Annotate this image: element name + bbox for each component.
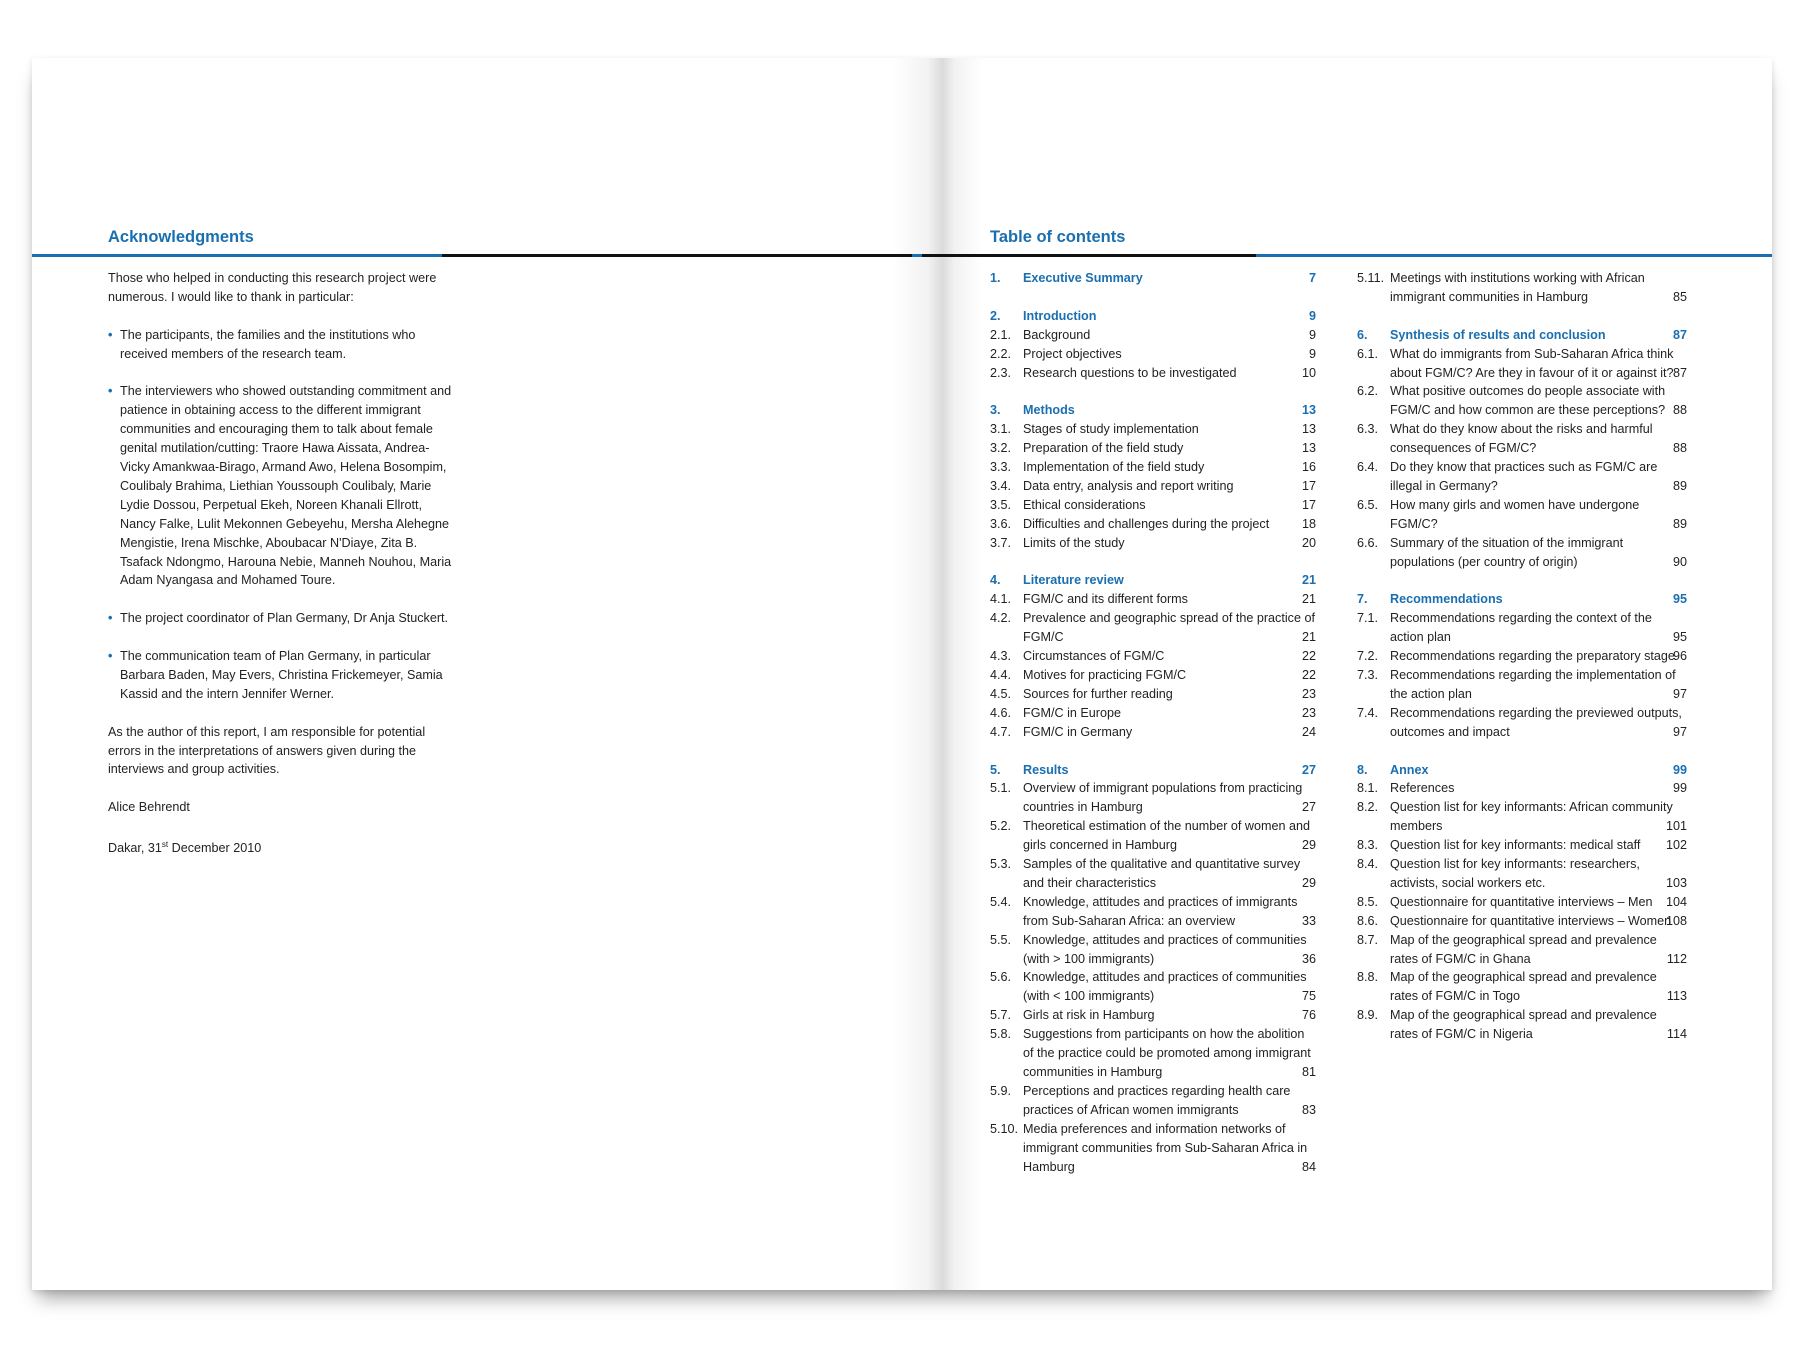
toc-entry-number: 5.2. — [990, 819, 1012, 834]
toc-entry-title: Question list for key informants: medical staff — [1390, 838, 1641, 853]
toc-entry[interactable] — [1357, 609, 1687, 647]
toc-entry[interactable] — [990, 1006, 1316, 1025]
toc-chapter-entry[interactable] — [990, 761, 1316, 780]
toc-entry-number: 6.3. — [1357, 422, 1379, 437]
toc-entry[interactable] — [990, 534, 1316, 553]
toc-entry-number: 2.2. — [990, 346, 1012, 361]
toc-gap — [1357, 742, 1687, 761]
toc-entry-page: 112 — [1666, 951, 1687, 966]
toc-entry[interactable] — [1357, 968, 1687, 1006]
date-prefix: Dakar, 31 — [108, 841, 162, 856]
toc-entry-title: Meetings with institutions working with African immigrant communities in Hamburg — [1390, 271, 1645, 304]
toc-entry-page: 89 — [1672, 478, 1687, 493]
toc-entry-page: 22 — [1301, 667, 1316, 682]
toc-entry-number: 5. — [990, 762, 1001, 777]
toc-entry-number: 4.4. — [990, 667, 1012, 682]
toc-entry-title: Knowledge, attitudes and practices of communities (with < 100 immigrants) — [1023, 970, 1307, 1004]
toc-gap — [990, 553, 1316, 572]
toc-gap — [1357, 571, 1687, 590]
toc-chapter-entry[interactable] — [1357, 326, 1687, 345]
toc-entry-number: 8.3. — [1357, 838, 1379, 853]
toc-entry-title: Recommendations — [1390, 592, 1503, 607]
toc-entry-title: Do they know that practices such as FGM/C are illegal in Germany? — [1390, 460, 1658, 493]
toc-entry[interactable] — [990, 666, 1316, 685]
toc-entry-title: Map of the geographical spread and prevalence rates of FGM/C in Ghana — [1390, 932, 1657, 966]
toc-entry[interactable] — [990, 968, 1316, 1006]
toc-entry-number: 8.5. — [1357, 894, 1379, 909]
header-rule-left-blue — [32, 254, 442, 257]
ack-closing: As the author of this report, I am responsible for potential errors in the interpretations of answers given during the interviews and group activities. — [108, 724, 426, 777]
toc-entry-number: 6.4. — [1357, 460, 1379, 475]
toc-entry-title: Theoretical estimation of the number of women and girls concerned in Hamburg — [1023, 819, 1311, 853]
toc-entry-number: 2.1. — [990, 327, 1012, 342]
toc-entry[interactable] — [990, 647, 1316, 666]
toc-entry-number: 8.1. — [1357, 781, 1379, 796]
header-rule-right-blue-start — [912, 254, 922, 257]
toc-entry[interactable] — [990, 496, 1316, 515]
toc-entry-title: What positive outcomes do people associate with FGM/C and how common are these perceptions? — [1390, 384, 1666, 418]
toc-entry-title: Map of the geographical spread and prevalence rates of FGM/C in Nigeria — [1390, 1008, 1657, 1042]
toc-entry-title: Circumstances of FGM/C — [1023, 649, 1165, 664]
toc-entry-number: 2. — [990, 308, 1001, 323]
toc-entry[interactable] — [1357, 269, 1687, 307]
ack-date — [108, 836, 458, 858]
toc-entry[interactable] — [990, 515, 1316, 534]
toc-entry-title: What do immigrants from Sub-Saharan Africa think about FGM/C? Are they in favour of it or against it? — [1390, 346, 1674, 380]
toc-entry[interactable] — [990, 931, 1316, 969]
toc-entry-title: Research questions to be investigated — [1023, 365, 1237, 380]
toc-entry-page: 22 — [1301, 649, 1316, 664]
toc-entry-page: 87 — [1672, 327, 1687, 342]
toc-entry[interactable] — [990, 1082, 1316, 1120]
ack-bullet — [108, 326, 458, 364]
bullet-icon: • — [108, 384, 113, 399]
toc-entry-page: 89 — [1672, 516, 1687, 531]
toc-entry-page: 20 — [1301, 535, 1316, 550]
toc-entry-page: 84 — [1301, 1159, 1316, 1174]
toc-entry-title: Prevalence and geographic spread of the practice of FGM/C — [1023, 611, 1315, 645]
toc-entry[interactable] — [990, 477, 1316, 496]
ack-author: Alice Behrendt — [108, 800, 190, 815]
toc-entry-number: 8. — [1357, 762, 1368, 777]
toc-entry-page: 103 — [1665, 875, 1687, 890]
toc-entry[interactable] — [990, 364, 1316, 383]
toc-entry-page: 102 — [1665, 838, 1687, 853]
toc-entry-page: 97 — [1672, 724, 1687, 739]
toc-entry[interactable] — [990, 817, 1316, 855]
toc-entry-title: Suggestions from participants on how the abolition of the practice could be promoted among immigrant communities in Hamburg — [1023, 1027, 1311, 1079]
toc-entry-number: 4.2. — [990, 611, 1012, 626]
toc-entry-number: 4.5. — [990, 686, 1012, 701]
toc-entry[interactable] — [1357, 458, 1687, 496]
toc-entry-number: 8.7. — [1357, 932, 1379, 947]
toc-entry-number: 8.4. — [1357, 857, 1379, 872]
toc-entry-title: Recommendations regarding the previewed outputs, outcomes and impact — [1390, 705, 1682, 739]
toc-column-1 — [990, 269, 1316, 1176]
toc-entry-page: 81 — [1301, 1065, 1316, 1079]
toc-entry-page: 95 — [1672, 630, 1687, 645]
toc-entry-number: 3. — [990, 403, 1001, 418]
toc-entry-page: 9 — [1308, 308, 1316, 323]
toc-title: Table of contents — [990, 228, 1126, 246]
ack-bullet — [108, 609, 458, 628]
toc-entry-number: 1. — [990, 271, 1001, 285]
bullet-icon: • — [108, 327, 113, 342]
toc-gap — [1357, 307, 1687, 326]
toc-chapter-entry[interactable] — [990, 401, 1316, 420]
toc-entry-title: Preparation of the field study — [1023, 441, 1184, 456]
toc-entry-title: Map of the geographical spread and prevalence rates of FGM/C in Togo — [1390, 970, 1657, 1004]
toc-entry-title: Question list for key informants: researchers, activists, social workers etc. — [1390, 857, 1640, 890]
toc-entry-number: 8.6. — [1357, 913, 1379, 928]
toc-entry-page: 13 — [1301, 422, 1316, 437]
toc-entry-title: Difficulties and challenges during the project — [1023, 516, 1270, 531]
toc-entry-page: 33 — [1301, 913, 1316, 928]
toc-entry-number: 5.6. — [990, 970, 1012, 985]
toc-entry-page: 21 — [1301, 573, 1316, 588]
toc-entry[interactable] — [1357, 647, 1687, 666]
toc-entry-page: 17 — [1301, 478, 1316, 493]
toc-entry-page: 23 — [1301, 686, 1316, 701]
toc-entry[interactable] — [990, 1025, 1316, 1082]
toc-chapter-entry[interactable] — [990, 269, 1316, 288]
toc-entry-title: Methods — [1023, 403, 1075, 418]
toc-entry-page: 27 — [1301, 800, 1316, 815]
toc-entry-title: Annex — [1390, 762, 1429, 777]
bullet-icon: • — [108, 611, 113, 626]
ack-bullet-text: The interviewers who showed outstanding commitment and patience in obtaining access to the different immigrant communities and encouraging them to talk about female genital mutilation/cutting: Traore Hawa Aissata, Andrea-Vicky Amankwaa-Birago, Armand Awo, Helena Bosompim, Coulibaly Brahima, Liethian Youssouph Coulibaly, Marie Lydie Dossou, Perpetual Ekeh, Noreen Khanali Ellrott, Nancy Falke, Lulit Mekonnen Gebeyehu, Mersha Alehegne Mengistie, Irena Mischke, Aboubacar N'Diaye, Zita B. Tsafack Ndongmo, Harouna Nebie, Manneh Nouhou, Maria Adam Nyangasa and Mohamed Toure. — [120, 384, 452, 588]
toc-entry-title: What do they know about the risks and harmful consequences of FGM/C? — [1390, 422, 1653, 456]
toc-column-2 — [1357, 269, 1687, 1044]
toc-entry-number: 6.6. — [1357, 535, 1379, 550]
toc-entry-title: Limits of the study — [1023, 535, 1125, 550]
toc-chapter-entry[interactable] — [990, 307, 1316, 326]
toc-entry[interactable] — [1357, 931, 1687, 969]
toc-entry-page: 27 — [1301, 762, 1316, 777]
toc-entry-page: 90 — [1672, 554, 1687, 569]
toc-entry[interactable] — [1357, 420, 1687, 458]
toc-entry[interactable] — [1357, 534, 1687, 572]
toc-entry-number: 7. — [1357, 592, 1368, 607]
toc-entry-title: Implementation of the field study — [1023, 460, 1205, 475]
toc-entry-title: Synthesis of results and conclusion — [1390, 327, 1606, 342]
toc-entry[interactable] — [1357, 912, 1687, 931]
toc-entry-title: FGM/C and its different forms — [1023, 592, 1188, 607]
toc-entry-title: Recommendations regarding the context of the action plan — [1390, 611, 1652, 645]
date-superscript: st — [161, 840, 169, 850]
toc-entry-number: 5.3. — [990, 857, 1012, 872]
toc-entry-page: 101 — [1665, 819, 1687, 834]
toc-entry-number: 6.2. — [1357, 384, 1379, 399]
date-suffix: December 2010 — [168, 841, 262, 856]
toc-entry[interactable] — [1357, 666, 1687, 704]
toc-entry-page: 16 — [1301, 460, 1316, 475]
toc-gap — [990, 288, 1316, 307]
toc-entry-number: 8.2. — [1357, 800, 1379, 815]
toc-entry-page: 21 — [1301, 630, 1316, 645]
toc-entry-number: 3.3. — [990, 460, 1012, 475]
toc-entry[interactable] — [990, 723, 1316, 742]
toc-entry-number: 4.7. — [990, 724, 1012, 739]
toc-entry-number: 3.2. — [990, 441, 1012, 456]
toc-chapter-entry[interactable] — [990, 571, 1316, 590]
toc-entry-page: 9 — [1308, 327, 1316, 342]
header-rule-right-black — [922, 254, 1256, 257]
toc-entry-title: Overview of immigrant populations from practicing countries in Hamburg — [1023, 781, 1303, 815]
toc-entry-title: Project objectives — [1023, 346, 1122, 361]
toc-entry[interactable] — [990, 420, 1316, 439]
ack-bullet — [108, 647, 458, 704]
ack-intro: Those who helped in conducting this research project were numerous. I would like to thank in particular: — [108, 271, 437, 304]
toc-entry-number: 7.1. — [1357, 611, 1379, 626]
toc-entry-page: 18 — [1301, 516, 1316, 531]
toc-entry-title: Results — [1023, 762, 1069, 777]
header-rule-right-blue — [1256, 254, 1772, 257]
toc-entry-title: Perceptions and practices regarding health care practices of African women immigrants — [1023, 1083, 1291, 1117]
ack-bullet-text: The participants, the families and the institutions who received members of the research team. — [120, 327, 416, 361]
toc-entry-title: Knowledge, attitudes and practices of communities (with > 100 immigrants) — [1023, 932, 1307, 966]
toc-entry-page: 10 — [1301, 365, 1316, 380]
toc-entry-number: 5.9. — [990, 1083, 1012, 1098]
toc-entry-title: Background — [1023, 327, 1091, 342]
toc-entry-page: 88 — [1672, 441, 1687, 456]
acknowledgments-title: Acknowledgments — [108, 228, 254, 246]
toc-entry-page: 96 — [1672, 649, 1687, 664]
toc-entry[interactable] — [990, 609, 1316, 647]
toc-entry-page: 9 — [1308, 346, 1316, 361]
toc-entry-title: Motives for practicing FGM/C — [1023, 667, 1187, 682]
toc-entry-title: Question list for key informants: African community members — [1390, 800, 1673, 834]
toc-entry-title: FGM/C in Germany — [1023, 724, 1133, 739]
toc-entry-number: 8.8. — [1357, 970, 1379, 985]
toc-entry-title: Knowledge, attitudes and practices of immigrants from Sub-Saharan Africa: an overview — [1023, 894, 1298, 928]
toc-entry[interactable] — [1357, 779, 1687, 798]
toc-entry-title: How many girls and women have undergone FGM/C? — [1390, 497, 1640, 531]
toc-entry-page: 24 — [1301, 724, 1316, 739]
ack-bullet-text: The project coordinator of Plan Germany, Dr Anja Stuckert. — [120, 611, 449, 626]
toc-entry[interactable] — [990, 704, 1316, 723]
toc-entry-page: 7 — [1308, 271, 1316, 285]
toc-entry-page: 87 — [1672, 365, 1687, 380]
toc-entry-page: 29 — [1301, 875, 1316, 890]
toc-entry-title: Literature review — [1023, 573, 1124, 588]
toc-entry[interactable] — [1357, 704, 1687, 742]
toc-entry-number: 5.8. — [990, 1027, 1012, 1042]
toc-entry-page: 88 — [1672, 403, 1687, 418]
header-rule-left-black — [442, 254, 912, 257]
toc-entry[interactable] — [1357, 836, 1687, 855]
toc-entry-number: 5.11. — [1357, 271, 1385, 285]
toc-entry-number: 6.5. — [1357, 497, 1379, 512]
toc-entry-title: FGM/C in Europe — [1023, 705, 1121, 720]
toc-entry[interactable] — [990, 855, 1316, 893]
ack-bullet-text: The communication team of Plan Germany, in particular Barbara Baden, May Evers, Christina Frickemeyer, Samia Kassid and the intern Jennifer Werner. — [120, 649, 443, 701]
toc-entry-page: 99 — [1672, 781, 1687, 796]
toc-entry[interactable] — [990, 326, 1316, 345]
toc-entry-number: 5.7. — [990, 1008, 1012, 1023]
toc-chapter-entry[interactable] — [1357, 590, 1687, 609]
toc-entry[interactable] — [1357, 893, 1687, 912]
toc-entry[interactable] — [990, 590, 1316, 609]
book-spine — [892, 58, 982, 1290]
toc-entry-page: 85 — [1672, 289, 1687, 304]
toc-entry-number: 6. — [1357, 327, 1368, 342]
toc-entry-page: 83 — [1301, 1102, 1316, 1117]
toc-entry-number: 5.5. — [990, 932, 1012, 947]
toc-entry-page: 36 — [1301, 951, 1316, 966]
bullet-icon: • — [108, 649, 113, 664]
toc-entry[interactable] — [1357, 798, 1687, 836]
toc-entry-page: 21 — [1301, 592, 1316, 607]
toc-entry[interactable] — [990, 685, 1316, 704]
toc-entry-title: Recommendations regarding the implementation of the action plan — [1390, 668, 1676, 701]
toc-entry-title: Media preferences and information networks of immigrant communities from Sub-Saharan Africa in Hamburg — [1023, 1121, 1308, 1174]
open-book-spread — [32, 58, 1772, 1290]
toc-entry-title: Summary of the situation of the immigrant populations (per country of origin) — [1390, 535, 1624, 569]
toc-entry-number: 7.4. — [1357, 705, 1379, 720]
toc-entry-title: Executive Summary — [1023, 271, 1143, 285]
toc-entry-page: 23 — [1301, 705, 1316, 720]
toc-entry-title: Stages of study implementation — [1023, 422, 1199, 437]
toc-entry-number: 5.4. — [990, 894, 1012, 909]
toc-entry[interactable] — [990, 1120, 1316, 1177]
toc-entry-title: Data entry, analysis and report writing — [1023, 478, 1234, 493]
toc-entry-page: 95 — [1672, 592, 1687, 607]
toc-entry-number: 5.1. — [990, 781, 1012, 796]
toc-entry-title: Questionnaire for quantitative interviews – Women — [1390, 913, 1672, 928]
acknowledgments-body — [108, 269, 458, 877]
toc-entry[interactable] — [990, 458, 1316, 477]
toc-entry-number: 6.1. — [1357, 346, 1379, 361]
toc-entry-title: Questionnaire for quantitative interviews – Men — [1390, 894, 1653, 909]
toc-entry-page: 75 — [1301, 989, 1316, 1004]
toc-entry[interactable] — [1357, 382, 1687, 420]
toc-chapter-entry[interactable] — [1357, 761, 1687, 780]
toc-entry-number: 3.1. — [990, 422, 1012, 437]
toc-entry-title: Introduction — [1023, 308, 1097, 323]
toc-entry-number: 3.6. — [990, 516, 1012, 531]
toc-entry[interactable] — [990, 893, 1316, 931]
toc-entry-page: 13 — [1301, 441, 1316, 456]
toc-entry-page: 113 — [1666, 989, 1687, 1004]
toc-entry[interactable] — [990, 779, 1316, 817]
toc-entry-number: 8.9. — [1357, 1008, 1379, 1023]
toc-entry-number: 4. — [990, 573, 1001, 588]
toc-entry[interactable] — [990, 345, 1316, 364]
toc-entry-number: 4.1. — [990, 592, 1012, 607]
toc-entry-number: 4.6. — [990, 705, 1012, 720]
toc-entry-number: 3.4. — [990, 478, 1012, 493]
toc-entry-number: 3.7. — [990, 535, 1012, 550]
toc-entry[interactable] — [1357, 345, 1687, 383]
toc-entry-title: Recommendations regarding the preparatory stage — [1390, 649, 1675, 664]
toc-entry-number: 4.3. — [990, 649, 1012, 664]
toc-entry-page: 97 — [1672, 686, 1687, 701]
toc-entry[interactable] — [1357, 1006, 1687, 1044]
toc-entry-page: 17 — [1301, 497, 1316, 512]
toc-entry-title: Sources for further reading — [1023, 686, 1173, 701]
toc-entry-page: 29 — [1301, 838, 1316, 853]
toc-entry[interactable] — [1357, 496, 1687, 534]
toc-entry-page: 99 — [1672, 762, 1687, 777]
toc-entry[interactable] — [1357, 855, 1687, 893]
toc-gap — [990, 382, 1316, 401]
toc-entry-title: Samples of the qualitative and quantitative survey and their characteristics — [1023, 857, 1301, 890]
toc-entry-number: 7.3. — [1357, 668, 1379, 682]
toc-entry-number: 7.2. — [1357, 649, 1379, 664]
toc-entry-page: 114 — [1666, 1027, 1687, 1042]
toc-entry[interactable] — [990, 439, 1316, 458]
toc-entry-title: Girls at risk in Hamburg — [1023, 1008, 1155, 1023]
ack-bullet — [108, 382, 458, 590]
toc-entry-page: 76 — [1301, 1008, 1316, 1023]
toc-gap — [990, 742, 1316, 761]
toc-entry-title: Ethical considerations — [1023, 497, 1146, 512]
toc-entry-page: 104 — [1665, 894, 1687, 909]
toc-entry-page: 13 — [1301, 403, 1316, 418]
toc-entry-number: 3.5. — [990, 497, 1012, 512]
toc-entry-number: 2.3. — [990, 365, 1012, 380]
toc-entry-number: 5.10. — [990, 1121, 1019, 1136]
toc-entry-title: References — [1390, 781, 1455, 796]
toc-entry-page: 108 — [1665, 913, 1687, 928]
